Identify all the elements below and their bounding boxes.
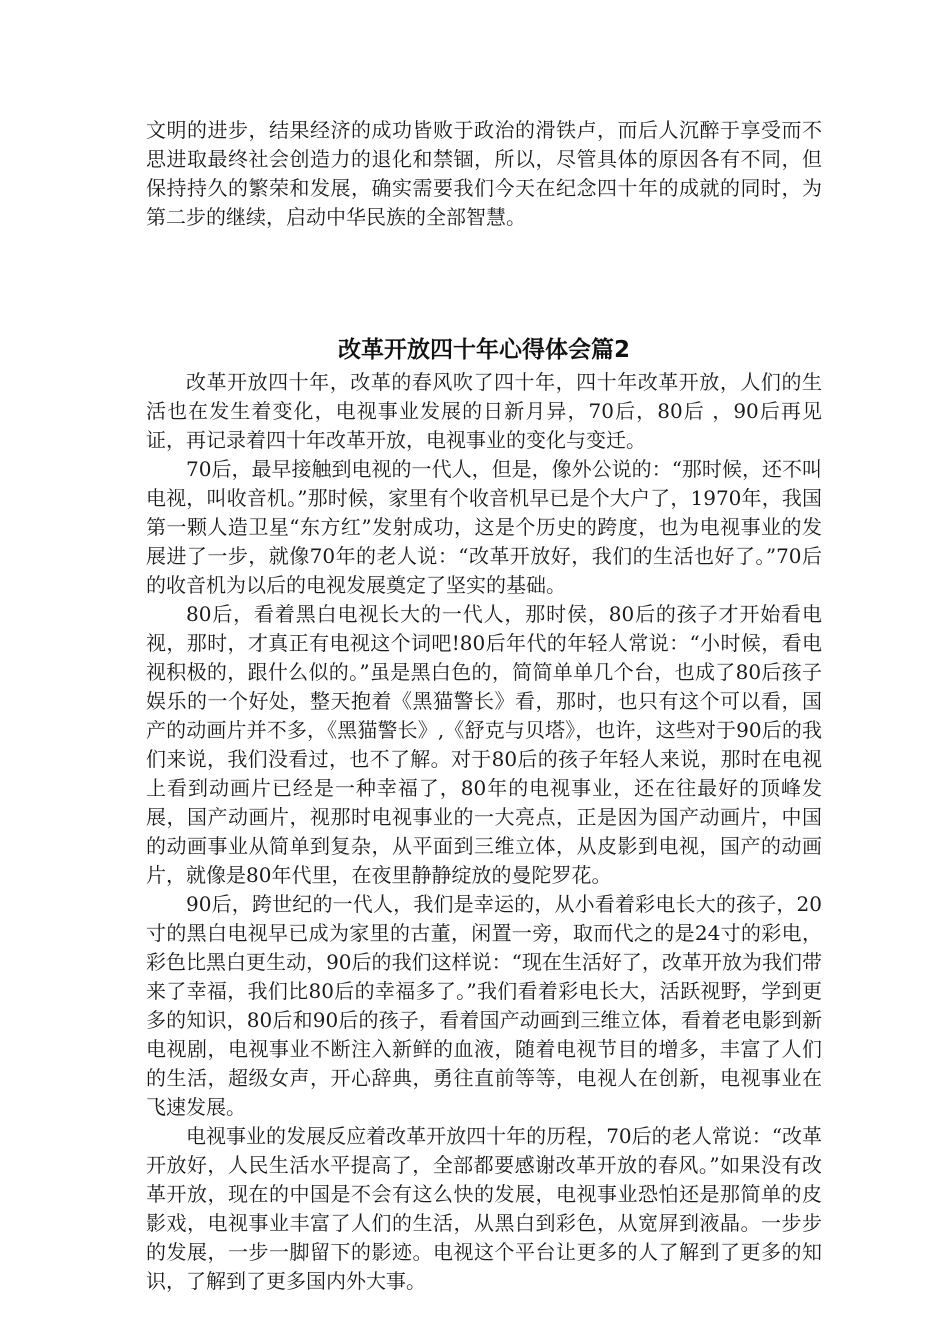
paragraph-1: 改革开放四十年，改革的春风吹了四十年，四十年改革开放，人们的生活也在发生着变化，电视事业发展的日新月异，70后，80后 ，90后再见证，再记录着四十年改革开放，电视事业的变化与变迁。 [146, 370, 822, 452]
paragraph-5: 电视事业的发展反应着改革开放四十年的历程，70后的老人常说：“改革开放好，人民生活水平提高了，全部都要感谢改革开放的春风。”如果没有改革开放，现在的中国是不会有这么快的发展，电视事业恐怕还是那简单的皮影戏，电视事业丰富了人们的生活，从黑白到彩色，从宽屏到液晶。一步步的发展，一步一脚留下的影迹。电视这个平台让更多的人了解到了更多的知识，了解到了更多国内外大事。 [146, 1124, 822, 1293]
paragraph-3: 80后，看着黑白电视长大的一代人，那时侯，80后的孩子才开始看电视，那时，才真正有电视这个词吧!80后年代的年轻人常说：“小时候，看电视积极的，跟什么似的。”虽是黑白色的，简简单单几个台，也成了80后孩子娱乐的一个好处，整天抱着《黑猫警长》看，那时，也只有这个可以看，国产的动画片并不多，《黑猫警长》,《舒克与贝塔》，也许，这些对于90后的我们来说，我们没看过，也不了解。对于80后的孩子年轻人来说，那时在电视上看到动画片已经是一种幸福了，80年的电视事业，还在往最好的顶峰发展，国产动画片，视那时电视事业的一大亮点，正是因为国产动画片，中国的动画事业从简单到复杂，从平面到三维立体，从皮影到电视，国产的动画片，就像是80年代里，在夜里静静绽放的曼陀罗花。 [146, 602, 822, 887]
paragraph-4: 90后，跨世纪的一代人，我们是幸运的，从小看着彩电长大的孩子，20寸的黑白电视早已成为家里的古董，闲置一旁，取而代之的是24寸的彩电，彩色比黑白更生动，90后的我们这样说：“现在生活好了，改革开放为我们带来了幸福，我们比80后的幸福多了。”我们看着彩电长大，活跃视野，学到更多的知识，80后和90后的孩子，看着国产动画到三维立体，看着老电影到新电视剧，电视事业不断注入新鲜的血液，随着电视节目的增多，丰富了人们的生活，超级女声，开心辞典，勇往直前等等，电视人在创新，电视事业在飞速发展。 [146, 892, 822, 1119]
continuation-section [146, 116, 822, 232]
section-title: 改革开放四十年心得体会篇2 [337, 337, 630, 363]
paragraph-2: 70后，最早接触到电视的一代人，但是，像外公说的：“那时候，还不叫电视，叫收音机。”那时候，家里有个收音机早已是个大户了，1970年，我国第一颗人造卫星“东方红”发射成功，这是个历史的跨度，也为电视事业的发展进了一步，就像70年的老人说：“改革开放好，我们的生活也好了。”70后的收音机为以后的电视发展奠定了坚实的基础。 [146, 457, 822, 597]
continuation-paragraph: 文明的进步，结果经济的成功皆败于政治的滑铁卢，而后人沉醉于享受而不思进取最终社会创造力的退化和禁锢，所以，尽管具体的原因各有不同，但保持持久的繁荣和发展，确实需要我们今天在纪念四十年的成就的同时，为第二步的继续，启动中华民族的全部智慧。 [146, 118, 822, 229]
article-body [146, 368, 822, 1296]
